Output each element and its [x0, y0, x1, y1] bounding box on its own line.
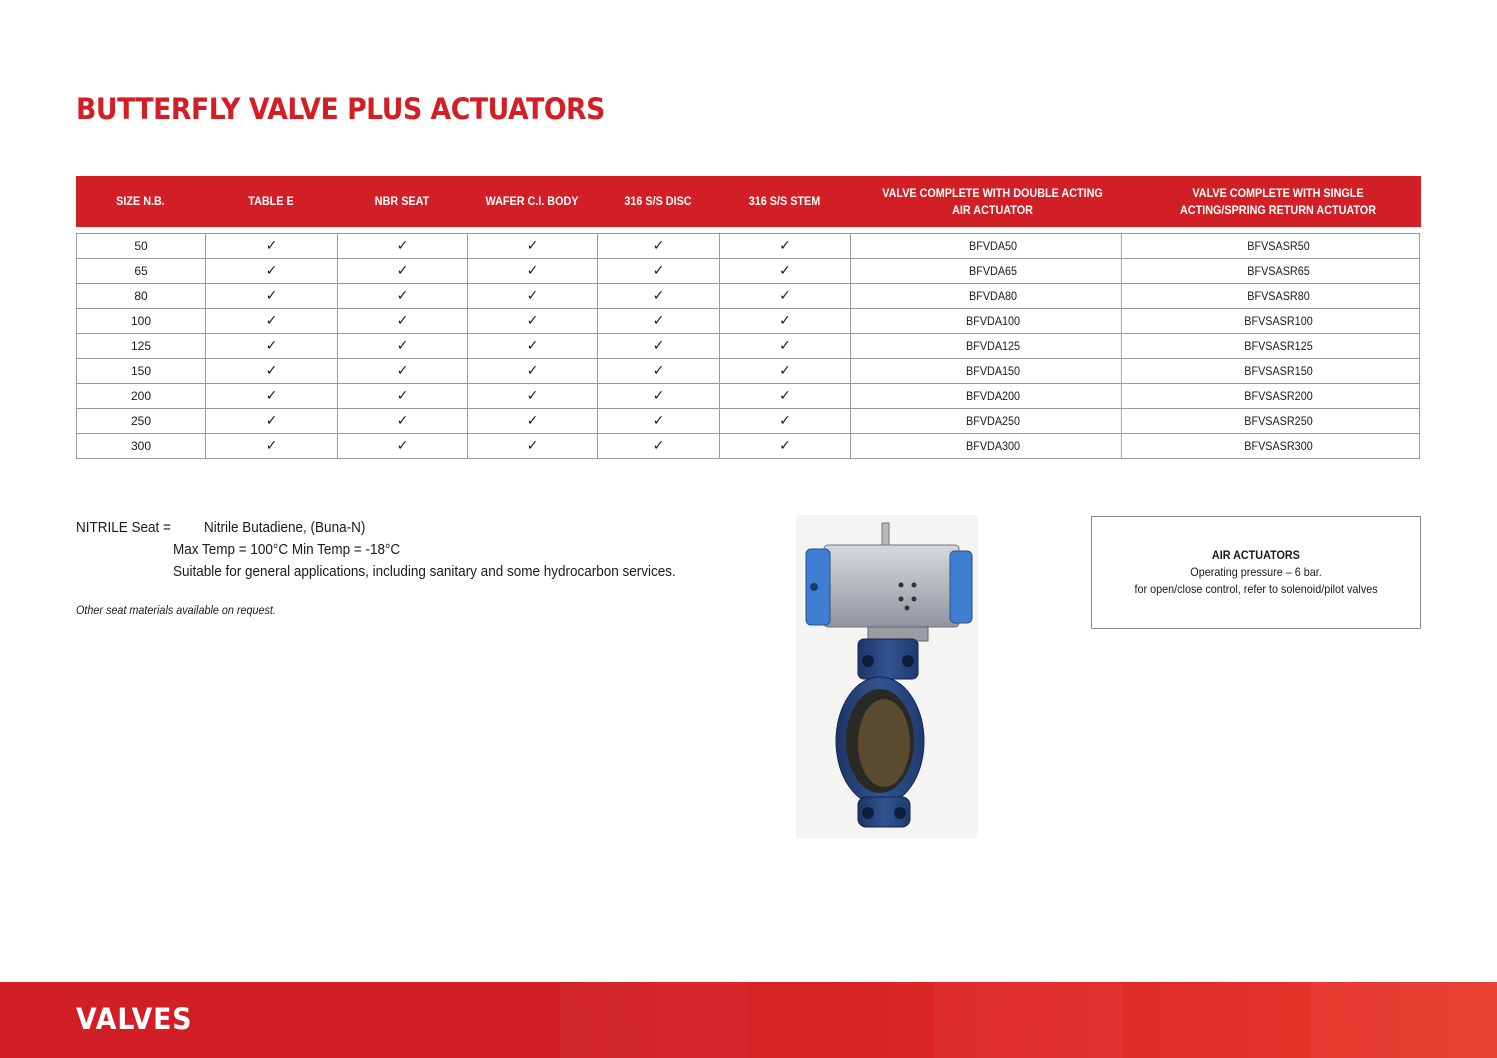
part-code-cell: BFVDA125	[865, 334, 1122, 358]
check-icon: ✓	[468, 234, 598, 258]
size-cell: 250	[77, 409, 206, 433]
check-icon: ✓	[206, 309, 338, 333]
part-code-cell: BFVDA100	[865, 309, 1122, 333]
check-icon: ✓	[338, 359, 468, 383]
air-actuators-info	[1091, 516, 1421, 629]
check-icon: ✓	[598, 409, 720, 433]
part-code-cell: BFVDA80	[865, 284, 1122, 308]
check-icon: ✓	[720, 359, 851, 383]
check-icon: ✓	[338, 284, 468, 308]
header-stem: 316 S/S STEM	[748, 194, 821, 208]
part-code-cell: BFVSASR80	[1247, 289, 1310, 303]
part-code-cell: BFVSASR100	[1244, 314, 1313, 328]
check-icon: ✓	[338, 234, 468, 258]
check-icon: ✓	[598, 309, 720, 333]
check-icon: ✓	[206, 234, 338, 258]
check-icon: ✓	[468, 334, 598, 358]
temperature-range: Max Temp = 100°C Min Temp = -18°C	[173, 541, 401, 558]
header-wafer-body: WAFER C.I. BODY	[485, 194, 579, 208]
check-icon: ✓	[206, 359, 338, 383]
check-icon: ✓	[720, 259, 851, 283]
check-icon: ✓	[206, 334, 338, 358]
valve-table	[76, 233, 1420, 459]
check-icon: ✓	[206, 284, 338, 308]
check-icon: ✓	[598, 384, 720, 408]
header-double-acting: VALVE COMPLETE WITH DOUBLE ACTING AIR ACTUATOR	[882, 185, 1103, 217]
table-row	[77, 334, 1419, 359]
check-icon: ✓	[720, 284, 851, 308]
check-icon: ✓	[468, 384, 598, 408]
table-row	[77, 409, 1419, 434]
check-icon: ✓	[598, 234, 720, 258]
info-heading: AIR ACTUATORS	[1211, 548, 1301, 562]
section-label: VALVES	[76, 1002, 193, 1036]
header-single-acting: VALVE COMPLETE WITH SINGLE ACTING/SPRING RETURN ACTUATOR	[1179, 185, 1377, 217]
part-code-cell: BFVSASR200	[1244, 389, 1313, 403]
size-cell: 200	[77, 384, 206, 408]
table-row	[77, 259, 1419, 284]
size-cell: 100	[77, 309, 206, 333]
other-materials-note: Other seat materials available on request.	[76, 603, 276, 617]
check-icon: ✓	[598, 284, 720, 308]
table-row	[77, 384, 1419, 409]
check-icon: ✓	[468, 409, 598, 433]
size-cell: 125	[77, 334, 206, 358]
part-code-cell: BFVSASR300	[1244, 439, 1313, 453]
check-icon: ✓	[206, 384, 338, 408]
table-row	[77, 359, 1419, 384]
footer-band	[0, 982, 1497, 1058]
part-code-cell: BFVDA65	[865, 259, 1122, 283]
part-code-cell: BFVSASR50	[1247, 239, 1310, 253]
table-row	[77, 234, 1419, 259]
check-icon: ✓	[720, 334, 851, 358]
check-icon: ✓	[598, 334, 720, 358]
table-row	[77, 309, 1419, 334]
part-code-cell: BFVDA50	[865, 234, 1122, 258]
info-control: for open/close control, refer to solenoid/pilot valves	[1134, 582, 1378, 596]
header-size: SIZE N.B.	[116, 194, 165, 208]
check-icon: ✓	[338, 384, 468, 408]
size-cell: 65	[77, 259, 206, 283]
page-title: BUTTERFLY VALVE PLUS ACTUATORS	[76, 92, 605, 126]
part-code-cell: BFVDA250	[865, 409, 1122, 433]
check-icon: ✓	[598, 434, 720, 458]
valve-actuator-image	[796, 515, 978, 838]
check-icon: ✓	[338, 434, 468, 458]
check-icon: ✓	[598, 259, 720, 283]
check-icon: ✓	[720, 384, 851, 408]
check-icon: ✓	[720, 234, 851, 258]
check-icon: ✓	[206, 409, 338, 433]
part-code-cell: BFVSASR125	[1244, 339, 1313, 353]
seat-value: Nitrile Butadiene, (Buna-N)	[204, 519, 366, 536]
table-row	[77, 284, 1419, 309]
check-icon: ✓	[468, 309, 598, 333]
check-icon: ✓	[338, 334, 468, 358]
check-icon: ✓	[468, 259, 598, 283]
size-cell: 50	[77, 234, 206, 258]
part-code-cell: BFVSASR250	[1244, 414, 1313, 428]
part-code-cell: BFVDA300	[865, 434, 1122, 458]
info-pressure: Operating pressure – 6 bar.	[1190, 565, 1322, 579]
check-icon: ✓	[598, 359, 720, 383]
header-table-e: TABLE E	[248, 194, 294, 208]
check-icon: ✓	[206, 259, 338, 283]
table-header	[76, 176, 1421, 227]
size-cell: 150	[77, 359, 206, 383]
size-cell: 300	[77, 434, 206, 458]
part-code-cell: BFVSASR150	[1244, 364, 1313, 378]
check-icon: ✓	[720, 434, 851, 458]
check-icon: ✓	[468, 284, 598, 308]
header-nbr-seat: NBR SEAT	[374, 194, 430, 208]
check-icon: ✓	[338, 409, 468, 433]
check-icon: ✓	[338, 259, 468, 283]
part-code-cell: BFVSASR65	[1247, 264, 1310, 278]
header-disc: 316 S/S DISC	[624, 194, 692, 208]
size-cell: 80	[77, 284, 206, 308]
table-row	[77, 434, 1419, 459]
part-code-cell: BFVDA150	[865, 359, 1122, 383]
part-code-cell: BFVDA200	[865, 384, 1122, 408]
suitability-text: Suitable for general applications, including sanitary and some hydrocarbon services.	[173, 563, 676, 580]
check-icon: ✓	[720, 409, 851, 433]
check-icon: ✓	[206, 434, 338, 458]
check-icon: ✓	[338, 309, 468, 333]
check-icon: ✓	[468, 434, 598, 458]
check-icon: ✓	[720, 309, 851, 333]
seat-label: NITRILE Seat =	[76, 519, 171, 536]
check-icon: ✓	[468, 359, 598, 383]
